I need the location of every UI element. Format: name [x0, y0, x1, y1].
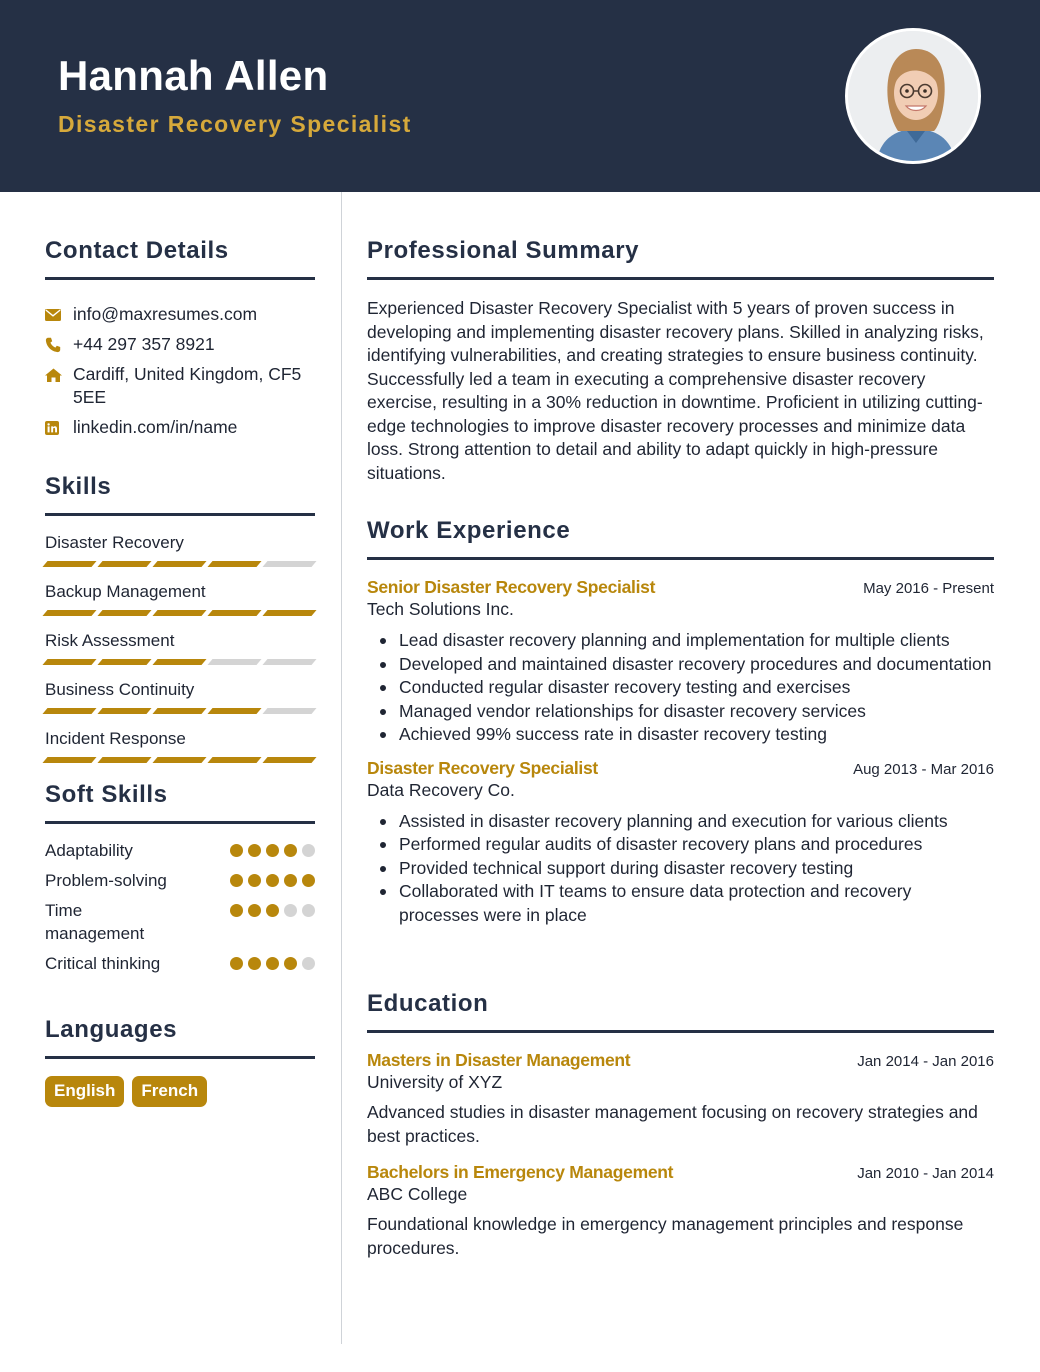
education-entry [367, 1050, 994, 1148]
job-bullets [367, 810, 994, 928]
rating-dot-filled [248, 957, 261, 970]
soft-skill-item [45, 952, 315, 975]
candidate-name: Hannah Allen [58, 52, 329, 99]
soft-skills-list [45, 839, 315, 975]
skill-level-bar [45, 561, 315, 567]
skill-segment-filled [97, 561, 151, 567]
skill-level-bar [45, 610, 315, 616]
rating-dot-filled [266, 904, 279, 917]
home-icon [45, 363, 73, 386]
linkedin-icon [45, 416, 73, 439]
rating-dot-filled [266, 874, 279, 887]
soft-skill-name: Adaptability [45, 841, 133, 860]
soft-skills-section [45, 781, 315, 982]
skill-segment-filled [97, 610, 151, 616]
job-entry [367, 577, 994, 747]
job-bullets [367, 629, 994, 747]
contact-linkedin[interactable] [45, 416, 315, 439]
job-entry-title: Disaster Recovery Specialist [367, 757, 598, 778]
rating-dot-filled [230, 874, 243, 887]
skill-segment-filled [42, 757, 96, 763]
skill-name: Incident Response [45, 729, 186, 748]
contact-phone[interactable] [45, 333, 315, 356]
rating-dot-filled [248, 874, 261, 887]
skill-segment-empty [262, 708, 316, 714]
job-bullet: Developed and maintained disaster recovery procedures and documentation [367, 653, 994, 677]
experience-section [367, 517, 994, 927]
skill-segment-filled [152, 757, 206, 763]
skill-segment-filled [42, 610, 96, 616]
skill-name: Backup Management [45, 582, 206, 601]
job-entry [367, 758, 994, 928]
soft-skills-heading: Soft Skills [45, 781, 168, 808]
skill-segment-filled [42, 659, 96, 665]
rating-dot-filled [284, 874, 297, 887]
skill-item [45, 630, 315, 665]
skill-segment-filled [207, 610, 261, 616]
skills-section [45, 473, 315, 763]
education-header [367, 1050, 994, 1071]
skill-level-bar [45, 757, 315, 763]
skill-segment-filled [152, 610, 206, 616]
contact-email-text: info@maxresumes.com [73, 304, 258, 324]
job-entry-dates: Aug 2013 - Mar 2016 [853, 760, 994, 778]
summary-heading: Professional Summary [367, 237, 640, 264]
rating-dot-filled [230, 844, 243, 857]
soft-skill-rating [230, 869, 315, 887]
job-header [367, 577, 994, 598]
skill-item [45, 532, 315, 567]
education-degree: Masters in Disaster Management [367, 1050, 631, 1070]
rating-dot-filled [266, 957, 279, 970]
education-entry [367, 1162, 994, 1260]
contact-section [45, 237, 315, 439]
job-bullet: Achieved 99% success rate in disaster recovery testing [367, 723, 994, 747]
skill-segment-empty [262, 659, 316, 665]
job-header [367, 758, 994, 779]
job-bullet: Conducted regular disaster recovery testing and exercises [367, 676, 994, 700]
skill-item [45, 728, 315, 763]
job-bullet: Lead disaster recovery planning and implementation for multiple clients [367, 629, 994, 653]
rating-dot-filled [266, 844, 279, 857]
education-section [367, 990, 994, 1260]
soft-skill-name: Time management [45, 901, 145, 943]
skill-segment-filled [97, 757, 151, 763]
rating-dot-filled [230, 957, 243, 970]
contact-heading: Contact Details [45, 237, 229, 264]
rating-dot-filled [302, 874, 315, 887]
contact-address [45, 363, 315, 409]
experience-rule [367, 557, 994, 560]
education-school: University of XYZ [367, 1072, 503, 1092]
skill-segment-filled [262, 610, 316, 616]
skill-segment-filled [207, 757, 261, 763]
skill-segment-filled [152, 561, 206, 567]
skill-segment-filled [207, 561, 261, 567]
education-school: ABC College [367, 1184, 468, 1204]
avatar-image [848, 31, 981, 164]
rating-dot-empty [302, 844, 315, 857]
rating-dot-filled [248, 904, 261, 917]
education-dates: Jan 2014 - Jan 2016 [857, 1053, 994, 1070]
rating-dot-filled [284, 957, 297, 970]
skill-segment-filled [97, 708, 151, 714]
language-tag: English [45, 1076, 124, 1107]
languages-section [45, 1016, 315, 1107]
skill-segment-filled [262, 757, 316, 763]
skills-list [45, 532, 315, 763]
summary-text: Experienced Disaster Recovery Specialist with 5 years of proven success in developing and implementing disaster recovery plans. Skilled in analyzing risks, identifying vulnerabilities, and creating strategies to ensure business continuity. Successfully led a team in executing a comprehensive disaster recovery exercise, resulting in a 30% reduction in downtime. Proficient in utilizing cutting-edge technologies to improve disaster recovery processes and minimize data loss. Strong attention to detail and ability to adapt quickly in high-pressure situations. [367, 298, 984, 483]
skill-segment-empty [262, 561, 316, 567]
skills-rule [45, 513, 315, 516]
profile-photo [845, 28, 981, 164]
skill-segment-filled [97, 659, 151, 665]
skills-heading: Skills [45, 473, 112, 500]
education-dates: Jan 2010 - Jan 2014 [857, 1165, 994, 1182]
rating-dot-empty [302, 957, 315, 970]
soft-skill-item [45, 869, 315, 892]
soft-skill-name: Problem-solving [45, 871, 167, 890]
contact-email[interactable] [45, 303, 315, 326]
skill-segment-filled [152, 659, 206, 665]
contact-address-text: Cardiff, United Kingdom, CF5 5EE [73, 364, 302, 407]
job-entry-title: Senior Disaster Recovery Specialist [367, 577, 656, 597]
skill-name: Business Continuity [45, 680, 195, 699]
job-title: Disaster Recovery Specialist [58, 111, 412, 137]
job-bullet: Performed regular audits of disaster recovery plans and procedures [367, 833, 994, 857]
soft-skill-rating [230, 839, 315, 857]
contact-rule [45, 277, 315, 280]
skill-level-bar [45, 659, 315, 665]
education-degree: Bachelors in Emergency Management [367, 1162, 674, 1182]
contact-linkedin-text: linkedin.com/in/name [73, 417, 238, 437]
envelope-icon [45, 303, 73, 326]
job-bullet: Collaborated with IT teams to ensure data protection and recovery processes were in place [367, 880, 994, 927]
skill-item [45, 581, 315, 616]
education-description: Foundational knowledge in emergency management principles and response procedures. [367, 1214, 964, 1258]
rating-dot-empty [302, 904, 315, 917]
skill-level-bar [45, 708, 315, 714]
language-list [45, 1076, 315, 1107]
soft-skills-rule [45, 821, 315, 824]
soft-skill-rating [230, 952, 315, 970]
soft-skill-item [45, 839, 315, 862]
rating-dot-filled [248, 844, 261, 857]
education-heading: Education [367, 990, 489, 1017]
skill-name: Disaster Recovery [45, 533, 184, 552]
job-bullet: Assisted in disaster recovery planning and execution for various clients [367, 810, 994, 834]
header-banner [0, 0, 1040, 192]
experience-heading: Work Experience [367, 517, 571, 544]
summary-section [367, 237, 994, 485]
skill-name: Risk Assessment [45, 631, 175, 650]
contact-phone-text: +44 297 357 8921 [73, 334, 215, 354]
column-divider [341, 192, 342, 1344]
languages-heading: Languages [45, 1016, 178, 1043]
skill-segment-filled [42, 708, 96, 714]
job-bullet: Managed vendor relationships for disaster recovery services [367, 700, 994, 724]
job-entry-company: Tech Solutions Inc. [367, 599, 514, 619]
rating-dot-filled [284, 844, 297, 857]
education-description: Advanced studies in disaster management focusing on recovery strategies and best practices. [367, 1102, 978, 1146]
skill-segment-filled [42, 561, 96, 567]
soft-skill-item [45, 899, 315, 945]
skill-segment-filled [207, 708, 261, 714]
job-entry-company: Data Recovery Co. [367, 779, 515, 800]
phone-icon [45, 333, 73, 356]
skill-segment-empty [207, 659, 261, 665]
skill-segment-filled [152, 708, 206, 714]
rating-dot-empty [284, 904, 297, 917]
skill-item [45, 679, 315, 714]
job-entry-dates: May 2016 - Present [863, 580, 994, 597]
soft-skill-rating [230, 899, 315, 917]
job-bullet: Provided technical support during disaster recovery testing [367, 857, 994, 881]
language-tag: French [132, 1076, 207, 1107]
education-rule [367, 1030, 994, 1033]
rating-dot-filled [230, 904, 243, 917]
soft-skill-name: Critical thinking [45, 954, 161, 973]
summary-rule [367, 277, 994, 280]
languages-rule [45, 1056, 315, 1059]
education-header [367, 1162, 994, 1183]
